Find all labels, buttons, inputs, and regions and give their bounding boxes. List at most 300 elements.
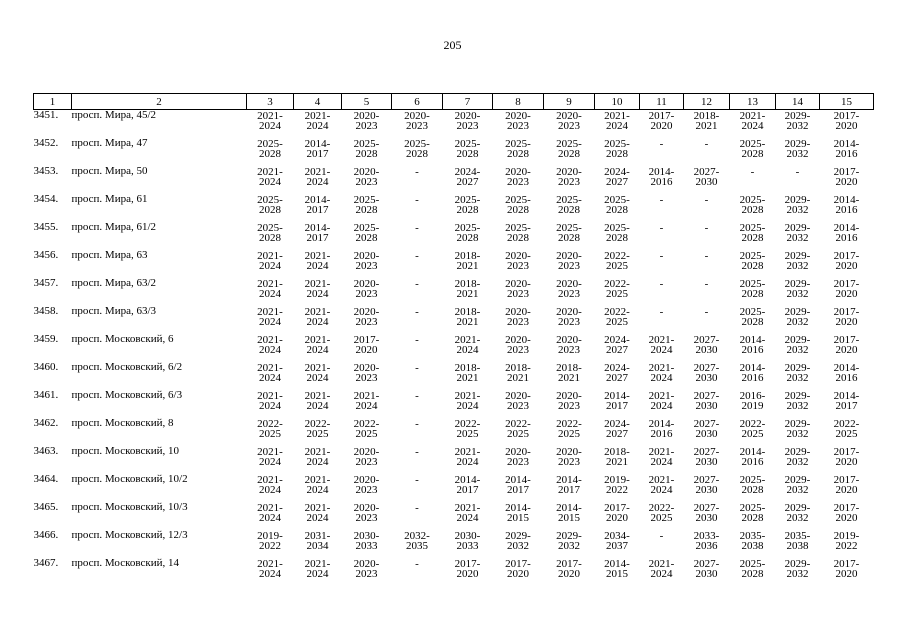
period-value: 2018- 2021 (693, 110, 720, 132)
period-value: 2025- 2028 (454, 138, 481, 160)
period-cell (730, 194, 776, 222)
period-value: 2017- 2020 (353, 334, 380, 356)
period-cell (247, 110, 294, 139)
period-cell (443, 306, 493, 334)
period-cell (392, 362, 443, 390)
period-cell (820, 222, 874, 250)
period-cell (342, 306, 392, 334)
period-value: 2014- 2017 (505, 474, 531, 496)
period-cell (544, 166, 595, 194)
period-cell (443, 194, 493, 222)
period-cell (730, 110, 776, 139)
period-cell (493, 110, 544, 139)
table-row (34, 138, 874, 166)
period-cell (820, 278, 874, 306)
table-row (34, 390, 874, 418)
period-value: 2021- 2024 (257, 362, 283, 384)
column-header: 3 (247, 94, 294, 110)
period-cell (247, 306, 294, 334)
period-value: 2020- 2023 (505, 446, 531, 468)
period-cell (544, 446, 595, 474)
period-value: 2025- 2028 (257, 222, 283, 244)
period-value: 2027- 2030 (693, 474, 720, 496)
period-cell (247, 166, 294, 194)
period-value: - (415, 222, 419, 234)
period-value: 2020- 2023 (505, 166, 531, 188)
period-value: 2020- 2023 (556, 446, 582, 468)
period-cell (247, 278, 294, 306)
period-cell (392, 194, 443, 222)
period-value: 2020- 2023 (505, 306, 531, 328)
period-value: 2021- 2024 (257, 306, 283, 328)
period-cell (730, 138, 776, 166)
period-cell (776, 362, 820, 390)
period-value: 2014- 2017 (304, 138, 331, 160)
period-value: 2021- 2024 (257, 278, 283, 300)
row-address: просп. Мира, 50 (71, 165, 148, 177)
period-cell (820, 390, 874, 418)
period-cell (544, 334, 595, 362)
period-cell (684, 334, 730, 362)
period-value: 2024- 2027 (604, 418, 630, 440)
period-value: 2027- 2030 (693, 334, 720, 356)
period-value: 2021- 2024 (454, 334, 481, 356)
period-value: - (659, 278, 664, 290)
table-row (34, 418, 874, 446)
row-address: просп. Московский, 6/3 (71, 389, 183, 401)
row-address: просп. Мира, 47 (71, 137, 148, 149)
period-value: 2021- 2024 (304, 362, 331, 384)
period-cell (294, 334, 342, 362)
period-value: 2029- 2032 (556, 530, 582, 552)
period-value: 2029- 2032 (784, 390, 811, 412)
period-cell (493, 558, 544, 586)
period-value: 2025- 2028 (604, 138, 630, 160)
period-cell (493, 222, 544, 250)
period-value: 2024- 2027 (454, 166, 481, 188)
period-value: 2014- 2017 (304, 194, 331, 216)
period-cell (342, 138, 392, 166)
period-value: - (704, 278, 709, 290)
row-address: просп. Мира, 61/2 (71, 221, 157, 233)
period-cell (595, 306, 640, 334)
period-value: 2017- 2020 (556, 558, 582, 580)
period-value: 2020- 2023 (353, 558, 380, 580)
period-cell (294, 194, 342, 222)
period-cell (730, 418, 776, 446)
period-value: 2017- 2020 (833, 334, 860, 356)
period-cell (595, 138, 640, 166)
period-value: 2027- 2030 (693, 390, 720, 412)
period-value: 2025- 2028 (604, 222, 630, 244)
period-cell (544, 362, 595, 390)
period-value: 2020- 2023 (556, 110, 582, 132)
period-cell (493, 418, 544, 446)
period-value: 2022- 2025 (604, 278, 630, 300)
period-cell (684, 110, 730, 139)
period-cell (595, 558, 640, 586)
period-value: 2020- 2023 (556, 250, 582, 272)
period-value: 2014- 2016 (833, 194, 860, 216)
table-row (34, 250, 874, 278)
period-value: 2018- 2021 (454, 250, 481, 272)
period-value: 2024- 2027 (604, 362, 630, 384)
period-value: - (415, 166, 419, 178)
period-value: 2035- 2038 (784, 530, 811, 552)
column-header: 8 (493, 94, 544, 110)
period-value: 2022- 2025 (604, 250, 630, 272)
period-cell (247, 222, 294, 250)
period-value: 2020- 2023 (556, 166, 582, 188)
period-value: 2029- 2032 (784, 502, 811, 524)
period-value: 2017- 2020 (505, 558, 531, 580)
row-address: просп. Московский, 6/2 (71, 361, 183, 373)
period-cell (776, 278, 820, 306)
period-cell (730, 250, 776, 278)
row-number: 3453. (33, 165, 59, 177)
period-cell (544, 390, 595, 418)
period-value: 2025- 2028 (404, 138, 430, 160)
period-cell (640, 250, 684, 278)
period-value: 2021- 2024 (648, 390, 675, 412)
period-value: 2025- 2028 (353, 222, 380, 244)
period-value: 2025- 2028 (454, 222, 481, 244)
period-value: 2014- 2016 (833, 222, 860, 244)
period-value: - (750, 166, 755, 178)
period-value: - (704, 306, 709, 318)
column-header: 6 (392, 94, 443, 110)
period-cell (595, 502, 640, 530)
period-value: 2029- 2032 (784, 194, 811, 216)
period-value: 2014- 2016 (648, 166, 675, 188)
period-cell (640, 110, 684, 139)
period-cell (684, 474, 730, 502)
period-cell (730, 502, 776, 530)
period-cell (820, 194, 874, 222)
period-value: 2029- 2032 (784, 250, 811, 272)
table-row (34, 474, 874, 502)
period-value: 2029- 2032 (784, 138, 811, 160)
period-value: 2024- 2027 (604, 166, 630, 188)
row-number: 3458. (33, 305, 59, 317)
period-cell (595, 110, 640, 139)
period-value: 2022- 2025 (739, 418, 766, 440)
period-value: 2018- 2021 (454, 362, 481, 384)
period-cell (294, 362, 342, 390)
period-value: 2025- 2028 (353, 194, 380, 216)
period-value: - (415, 306, 419, 318)
period-cell (684, 222, 730, 250)
period-value: 2033- 2036 (693, 530, 720, 552)
period-cell (294, 502, 342, 530)
period-cell (776, 418, 820, 446)
period-value: 2014- 2016 (648, 418, 675, 440)
period-value: 2025- 2028 (257, 194, 283, 216)
period-cell (342, 502, 392, 530)
period-cell (294, 138, 342, 166)
period-cell (544, 474, 595, 502)
period-cell (640, 166, 684, 194)
period-value: - (659, 530, 664, 542)
period-value: 2025- 2028 (739, 250, 766, 272)
header-row (34, 94, 874, 110)
period-value: - (704, 250, 709, 262)
period-cell (684, 390, 730, 418)
period-value: 2025- 2028 (739, 558, 766, 580)
column-header: 14 (776, 94, 820, 110)
period-cell (443, 166, 493, 194)
column-header: 7 (443, 94, 493, 110)
schedule-table (33, 93, 874, 586)
period-cell (443, 446, 493, 474)
period-value: 2020- 2023 (353, 362, 380, 384)
period-cell (443, 334, 493, 362)
period-cell (684, 278, 730, 306)
period-value: 2017- 2020 (833, 110, 860, 132)
period-cell (294, 306, 342, 334)
period-cell (640, 334, 684, 362)
period-cell (595, 474, 640, 502)
period-value: 2014- 2017 (604, 390, 630, 412)
period-value: 2029- 2032 (784, 558, 811, 580)
period-cell (392, 446, 443, 474)
period-cell (730, 166, 776, 194)
period-cell (820, 306, 874, 334)
period-value: 2021- 2024 (353, 390, 380, 412)
period-value: 2017- 2020 (833, 278, 860, 300)
period-cell (544, 502, 595, 530)
period-value: 2020- 2023 (353, 110, 380, 132)
period-value: 2017- 2020 (833, 166, 860, 188)
row-number: 3466. (33, 529, 59, 541)
period-value: 2021- 2024 (304, 390, 331, 412)
period-value: 2014- 2016 (833, 362, 860, 384)
period-value: 2029- 2032 (784, 278, 811, 300)
period-cell (342, 446, 392, 474)
period-value: 2021- 2024 (257, 558, 283, 580)
period-cell (776, 474, 820, 502)
period-value: 2019- 2022 (257, 530, 283, 552)
period-value: 2014- 2015 (556, 502, 582, 524)
table-row (34, 278, 874, 306)
period-value: 2027- 2030 (693, 502, 720, 524)
period-cell (342, 278, 392, 306)
period-cell (820, 418, 874, 446)
table-row (34, 166, 874, 194)
table-row (34, 306, 874, 334)
period-cell (342, 250, 392, 278)
period-cell (820, 334, 874, 362)
column-header: 12 (684, 94, 730, 110)
period-value: 2014- 2017 (833, 390, 860, 412)
period-value: 2022- 2025 (304, 418, 331, 440)
period-cell (342, 222, 392, 250)
period-cell (640, 446, 684, 474)
period-cell (247, 390, 294, 418)
period-cell (595, 418, 640, 446)
period-value: 2029- 2032 (505, 530, 531, 552)
period-value: 2034- 2037 (604, 530, 630, 552)
row-address: просп. Мира, 63 (71, 249, 148, 261)
period-value: 2022- 2025 (556, 418, 582, 440)
period-cell (595, 446, 640, 474)
period-cell (640, 418, 684, 446)
table-row (34, 502, 874, 530)
row-address: просп. Московский, 6 (71, 333, 174, 345)
period-cell (493, 362, 544, 390)
period-cell (294, 110, 342, 139)
period-cell (730, 222, 776, 250)
period-value: 2029- 2032 (784, 474, 811, 496)
period-cell (392, 418, 443, 446)
row-number: 3463. (33, 445, 59, 457)
period-value: 2014- 2017 (304, 222, 331, 244)
period-cell (730, 306, 776, 334)
period-cell (730, 362, 776, 390)
period-cell (640, 502, 684, 530)
period-cell (544, 250, 595, 278)
row-address: просп. Московский, 10/2 (71, 473, 188, 485)
page-number: 205 (443, 38, 462, 52)
row-number: 3457. (33, 277, 59, 289)
period-cell (776, 334, 820, 362)
period-value: - (704, 194, 709, 206)
period-value: - (415, 278, 419, 290)
period-value: 2020- 2023 (353, 502, 380, 524)
period-value: 2017- 2020 (833, 474, 860, 496)
period-value: - (415, 334, 419, 346)
period-value: 2021- 2024 (454, 502, 481, 524)
period-cell (544, 558, 595, 586)
period-value: - (415, 558, 419, 570)
period-value: 2021- 2024 (257, 250, 283, 272)
period-value: 2020- 2023 (353, 474, 380, 496)
period-value: 2025- 2028 (739, 194, 766, 216)
period-cell (493, 166, 544, 194)
period-cell (820, 446, 874, 474)
period-cell (776, 530, 820, 558)
period-cell (684, 558, 730, 586)
table-body (34, 110, 874, 587)
period-cell (640, 306, 684, 334)
period-cell (247, 362, 294, 390)
period-cell (247, 502, 294, 530)
period-value: - (415, 390, 419, 402)
period-value: 2017- 2020 (833, 306, 860, 328)
period-cell (776, 166, 820, 194)
period-cell (247, 250, 294, 278)
column-header: 13 (730, 94, 776, 110)
period-cell (342, 362, 392, 390)
period-value: 2025- 2028 (739, 138, 766, 160)
period-cell (544, 306, 595, 334)
column-header: 1 (34, 94, 72, 110)
period-value: 2027- 2030 (693, 558, 720, 580)
period-cell (544, 278, 595, 306)
table-row (34, 194, 874, 222)
period-cell (392, 138, 443, 166)
period-cell (342, 194, 392, 222)
period-cell (443, 222, 493, 250)
period-cell (493, 194, 544, 222)
period-cell (820, 530, 874, 558)
period-cell (640, 138, 684, 166)
column-header: 4 (294, 94, 342, 110)
column-header: 15 (820, 94, 874, 110)
period-value: 2027- 2030 (693, 446, 720, 468)
period-value: 2017- 2020 (833, 446, 860, 468)
period-value: 2014- 2016 (739, 334, 766, 356)
period-cell (820, 166, 874, 194)
period-cell (443, 530, 493, 558)
period-value: - (704, 138, 709, 150)
row-number: 3461. (33, 389, 59, 401)
period-cell (392, 250, 443, 278)
period-value: 2022- 2025 (257, 418, 283, 440)
period-cell (247, 558, 294, 586)
period-cell (776, 446, 820, 474)
period-cell (776, 390, 820, 418)
period-cell (595, 530, 640, 558)
period-cell (443, 138, 493, 166)
period-value: 2021- 2024 (648, 362, 675, 384)
period-cell (294, 222, 342, 250)
period-value: 2020- 2023 (353, 306, 380, 328)
period-cell (392, 166, 443, 194)
row-number: 3467. (33, 557, 59, 569)
period-cell (342, 390, 392, 418)
period-value: 2017- 2020 (604, 502, 630, 524)
period-cell (392, 502, 443, 530)
row-address: просп. Московский, 8 (71, 417, 174, 429)
period-cell (730, 530, 776, 558)
period-value: 2021- 2024 (304, 110, 331, 132)
period-value: 2025- 2028 (505, 138, 531, 160)
period-cell (776, 194, 820, 222)
period-cell (640, 362, 684, 390)
period-value: 2025- 2028 (739, 474, 766, 496)
period-cell (493, 334, 544, 362)
row-number: 3465. (33, 501, 59, 513)
period-cell (247, 334, 294, 362)
period-cell (392, 306, 443, 334)
period-cell (493, 390, 544, 418)
row-number: 3456. (33, 249, 59, 261)
row-address: просп. Мира, 63/2 (71, 277, 157, 289)
period-value: 2014- 2015 (604, 558, 630, 580)
period-value: 2021- 2024 (304, 474, 331, 496)
period-cell (544, 418, 595, 446)
period-value: 2025- 2028 (505, 222, 531, 244)
period-cell (443, 474, 493, 502)
period-value: 2020- 2023 (353, 250, 380, 272)
period-cell (342, 558, 392, 586)
period-value: 2022- 2025 (353, 418, 380, 440)
period-cell (684, 138, 730, 166)
row-number: 3464. (33, 473, 59, 485)
period-value: 2021- 2024 (304, 306, 331, 328)
row-number: 3455. (33, 221, 59, 233)
table-row (34, 110, 874, 139)
period-cell (776, 306, 820, 334)
period-cell (294, 390, 342, 418)
period-value: 2025- 2028 (505, 194, 531, 216)
period-cell (776, 110, 820, 139)
table-row (34, 558, 874, 586)
period-value: 2032- 2035 (404, 530, 430, 552)
period-cell (342, 530, 392, 558)
period-value: - (659, 306, 664, 318)
